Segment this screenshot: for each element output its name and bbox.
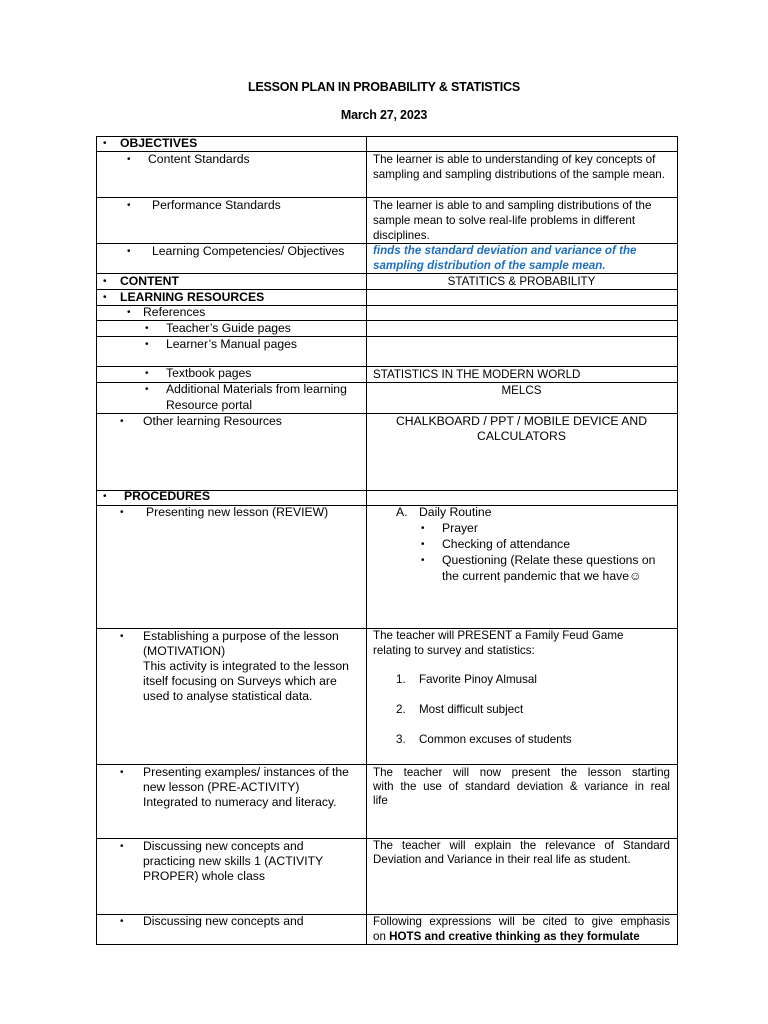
other-resources-value-line1: CHALKBOARD / PPT / MOBILE DEVICE AND [395, 414, 648, 428]
performance-standards-label: Performance Standards [152, 198, 281, 212]
bullet-icon: • [103, 138, 107, 149]
bullet-icon: • [127, 307, 131, 318]
discussing1-label-line2: practicing new skills 1 (ACTIVITY [143, 854, 324, 868]
document-date: March 27, 2023 [340, 108, 428, 122]
bullet-icon: • [120, 416, 124, 427]
bullet-icon: • [103, 292, 107, 303]
bullet-icon: • [120, 916, 124, 927]
procedures-heading: PROCEDURES [124, 489, 211, 503]
purpose-label-line4: itself focusing on Surveys which are [143, 674, 337, 688]
other-resources-label: Other learning Resources [143, 414, 282, 428]
discussing1-value-line2: Deviation and Variance in their real life as student. [373, 853, 631, 866]
bullet-icon: • [120, 767, 124, 778]
objectives-heading: OBJECTIVES [120, 136, 198, 150]
presenting-new-lesson-label: Presenting new lesson (REVIEW) [146, 505, 329, 519]
daily-routine-letter: A. [396, 505, 408, 519]
learning-competencies-value: finds the standard deviation and variance of the sampling distribution of the sample mean. [373, 244, 637, 272]
teachers-guide-label: Teacher’s Guide pages [166, 321, 291, 335]
bullet-icon: • [127, 200, 131, 211]
attendance-item: Checking of attendance [442, 537, 571, 551]
examples-label-line3: Integrated to numeracy and literacy. [143, 795, 337, 809]
learners-manual-label: Learner’s Manual pages [166, 337, 297, 351]
bullet-icon: • [421, 523, 425, 534]
bullet-icon: • [103, 276, 107, 287]
purpose-label-line3: This activity is integrated to the lesson [143, 659, 349, 673]
list-number: 1. [396, 673, 406, 686]
purpose-value-line1: The teacher will PRESENT a Family Feud Game [373, 629, 624, 642]
additional-materials-value: MELCS [501, 384, 542, 397]
questioning-item-line2: the current pandemic that we have☺ [442, 569, 642, 583]
examples-value-line1: The teacher will now present the lesson starting [373, 766, 670, 779]
lesson-plan-table [96, 136, 678, 945]
bullet-icon: • [120, 631, 124, 642]
document-title: LESSON PLAN IN PROBABILITY & STATISTICS [247, 80, 521, 94]
discussing2-label-line1: Discussing new concepts and [143, 914, 304, 928]
daily-routine-label: Daily Routine [419, 505, 492, 519]
learning-competencies-label: Learning Competencies/ Objectives [152, 244, 345, 258]
content-standards-label: Content Standards [148, 152, 250, 166]
bullet-icon: • [421, 555, 425, 566]
purpose-label-line5: used to analyse statistical data. [143, 689, 313, 703]
bullet-icon: • [145, 368, 149, 379]
list-item-difficult-subject: Most difficult subject [419, 703, 524, 716]
examples-value-line2: with the use of standard deviation & variance in real [373, 780, 670, 793]
list-item-excuses: Common excuses of students [419, 733, 572, 746]
references-label: References [143, 305, 206, 319]
table-column-divider [366, 136, 367, 945]
bullet-icon: • [127, 154, 131, 165]
bullet-icon: • [145, 339, 149, 350]
list-item-almusal: Favorite Pinoy Almusal [419, 673, 537, 686]
textbook-pages-label: Textbook pages [166, 366, 252, 380]
examples-label-line2: new lesson (PRE-ACTIVITY) [143, 780, 300, 794]
discussing1-value-line1: The teacher will explain the relevance of Standard [373, 839, 670, 852]
table-border-left [96, 136, 97, 945]
learning-resources-heading: LEARNING RESOURCES [120, 290, 265, 304]
additional-materials-label-line2: Resource portal [166, 398, 253, 412]
table-border-right [677, 136, 678, 945]
purpose-value-line2: relating to survey and statistics: [373, 644, 535, 657]
bullet-icon: • [120, 507, 124, 518]
performance-standards-value: The learner is able to and sampling distributions of the sample mean to solve real-life problems in different disciplines. [373, 199, 652, 242]
additional-materials-label-line1: Additional Materials from learning [166, 382, 347, 396]
content-standards-value: The learner is able to understanding of key concepts of sampling and sampling distributions of the sample mean. [373, 153, 665, 181]
bullet-icon: • [103, 491, 107, 502]
questioning-item-line1: Questioning (Relate these questions on [442, 553, 656, 567]
discussing1-label-line3: PROPER) whole class [143, 869, 265, 883]
bullet-icon: • [421, 539, 425, 550]
examples-label-line1: Presenting examples/ instances of the [143, 765, 349, 779]
content-value: STATITICS & PROBABILITY [447, 275, 596, 288]
bullet-icon: • [145, 384, 149, 395]
list-number: 2. [396, 703, 406, 716]
discussing2-value-prefix: on [373, 930, 390, 943]
discussing1-label-line1: Discussing new concepts and [143, 839, 304, 853]
examples-value-line3: life [373, 794, 388, 807]
bullet-icon: • [120, 841, 124, 852]
bullet-icon: • [145, 323, 149, 334]
prayer-item: Prayer [442, 521, 478, 535]
bullet-icon: • [127, 246, 131, 257]
content-heading: CONTENT [120, 274, 179, 288]
discussing2-value-line2 [373, 929, 640, 944]
discussing2-value-emphasis: HOTS and creative thinking as they formulate [389, 930, 640, 943]
discussing2-value-line1: Following expressions will be cited to give emphasis [373, 915, 670, 928]
list-number: 3. [396, 733, 406, 746]
other-resources-value-line2: CALCULATORS [477, 429, 566, 443]
purpose-label-line1: Establishing a purpose of the lesson [143, 629, 339, 643]
textbook-value: STATISTICS IN THE MODERN WORLD [373, 368, 581, 381]
purpose-label-line2: (MOTIVATION) [143, 644, 226, 658]
